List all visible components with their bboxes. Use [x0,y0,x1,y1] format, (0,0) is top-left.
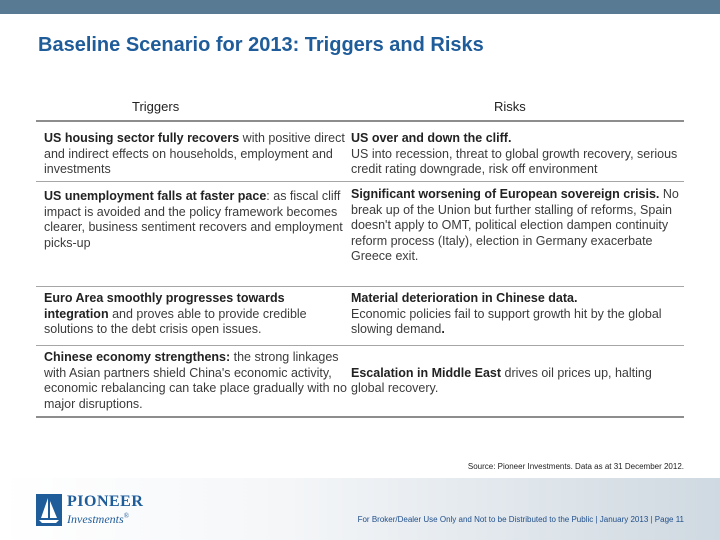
risk-cell [351,131,684,181]
trigger-detail: and proves able to provide credible solutions to the debt crisis open issues. [44,306,307,336]
risk-detail: US into recession, threat to global growth recovery, serious credit rating downgrade, risk off environment [351,146,678,176]
trigger-cell [36,346,351,416]
page-title: Baseline Scenario for 2013: Triggers and Risks [38,34,484,56]
pioneer-logo [36,494,143,526]
table-row [36,122,684,182]
source-note: Source: Pioneer Investments. Data as at 31 December 2012. [467,462,684,471]
logo-trademark: ® [123,511,129,520]
trigger-heading: US unemployment falls at faster pace [44,189,267,203]
risk-cell [351,346,684,416]
risk-heading: Material deterioration in Chinese data. [351,291,578,305]
risk-cell [351,291,684,345]
table-row [36,182,684,287]
risk-end-mark: . [441,322,445,336]
ship-logo-icon [36,494,62,526]
logo-wordmark [67,492,144,526]
trigger-detail: with positive direct and indirect effects on households, employment and investments [44,131,345,176]
risk-heading: US over and down the cliff. [351,131,512,145]
table-row [36,287,684,346]
trigger-detail: the strong linkages with Asian partners shield China's economic activity, economic rebalancing can take place gradually with no major disruptions. [44,350,347,411]
risk-heading: Escalation in Middle East [351,365,502,380]
table-header [36,92,684,122]
column-header-triggers: Triggers [132,99,180,114]
trigger-cell [36,187,351,286]
logo-line-2: Investments [67,511,124,526]
trigger-heading: US housing sector fully recovers [44,131,240,145]
column-header-risks: Risks [494,99,526,114]
logo-line-1: PIONEER [67,492,144,510]
footer-disclaimer: For Broker/Dealer Use Only and Not to be Distributed to the Public | January 2013 | Page 11 [357,515,684,524]
risk-detail: drives oil prices up, halting global recovery. [351,365,652,395]
trigger-cell [36,291,351,345]
trigger-detail: : as fiscal cliff impact is avoided and the policy framework becomes clearer, business sentiment recovers and employment picks-up [44,189,343,250]
triggers-risks-table [36,92,684,418]
trigger-heading: Chinese economy strengthens: [44,350,231,364]
risk-detail: Economic policies fail to support growth hit by the global slowing demand [351,306,662,336]
risk-detail: No break up of the Union but further stalling of reforms, Spain doesn't apply to OMT, political election dampen continuity reform process (Italy), election in Germany exacerbate Greece exit. [351,187,679,263]
trigger-cell [36,131,351,181]
risk-heading: Significant worsening of European sovereign crisis. [351,187,660,201]
table-row [36,346,684,418]
top-accent-bar [0,0,720,14]
risk-cell [351,187,684,286]
trigger-heading: Euro Area smoothly progresses towards integration [44,291,285,321]
